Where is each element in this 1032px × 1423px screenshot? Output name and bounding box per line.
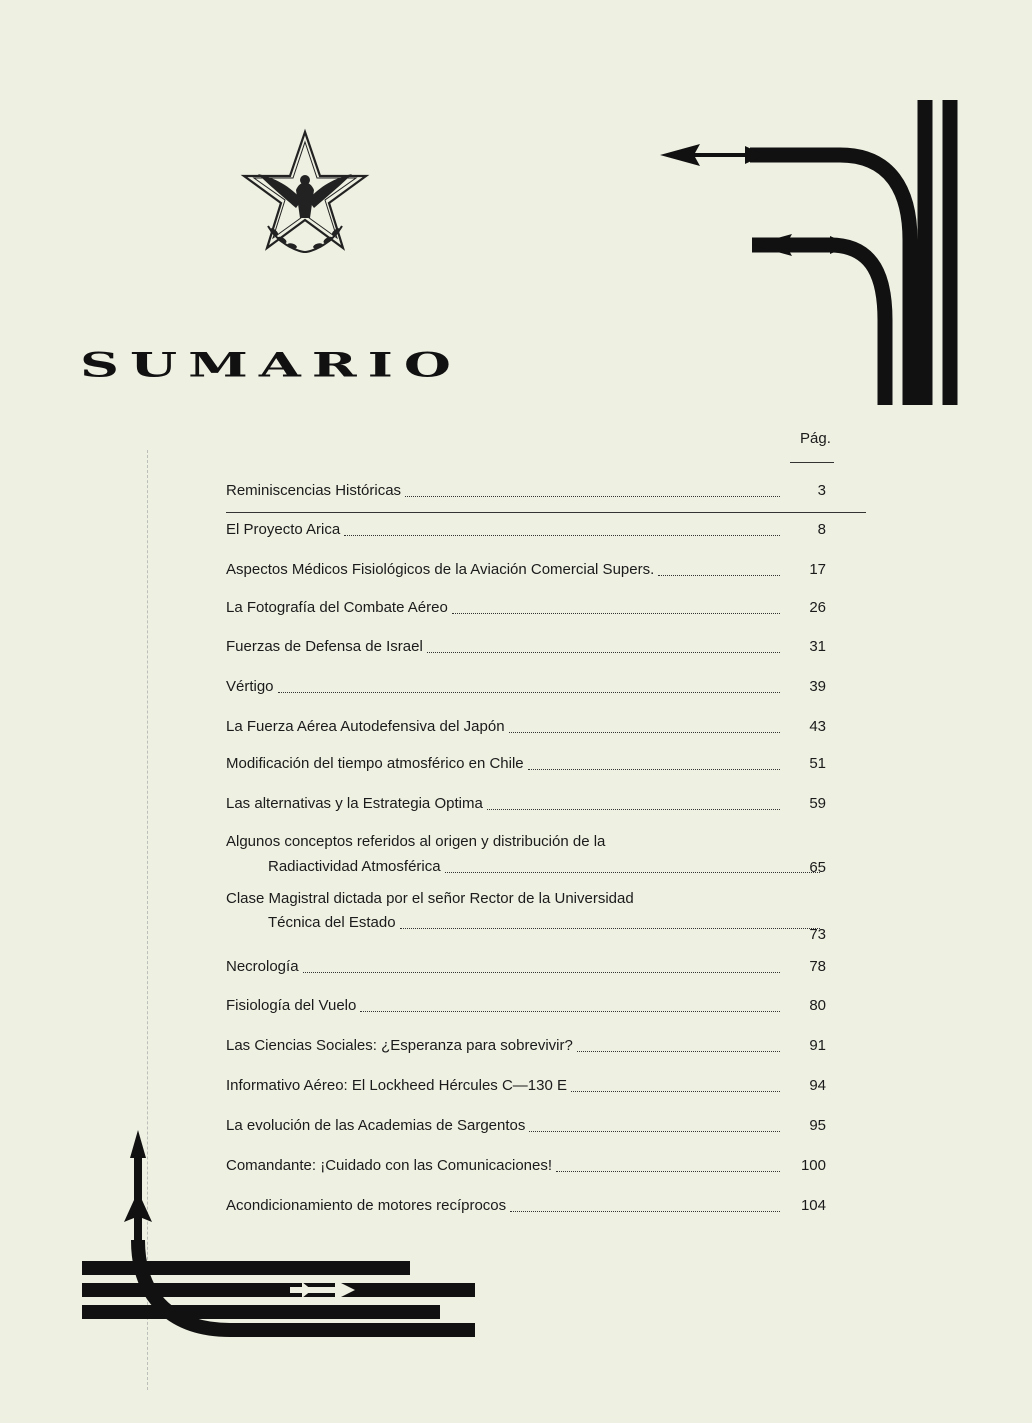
toc-entry-title: Informativo Aéreo: El Lockheed Hércules C—130 E xyxy=(226,1077,568,1094)
toc-entry-title: Clase Magistral dictada por el señor Rector de la Universidad xyxy=(226,890,634,907)
toc-entry-title: Reminiscencias Históricas xyxy=(226,482,402,499)
toc-entry-page: 8 xyxy=(817,521,826,538)
toc-dot-leader xyxy=(577,1050,780,1052)
toc-entry-page: 39 xyxy=(809,678,826,695)
toc-entry-page: 80 xyxy=(809,997,826,1014)
toc-dot-leader xyxy=(556,1170,780,1172)
toc-entry xyxy=(226,795,826,815)
toc-entry-title: La evolución de las Academias de Sargentos xyxy=(226,1117,526,1134)
toc-entry-page: 31 xyxy=(809,638,826,655)
toc-entry-title: El Proyecto Arica xyxy=(226,521,341,538)
rocket-arrows-icon xyxy=(80,1130,520,1350)
toc-dot-leader xyxy=(344,534,780,536)
toc-dot-leader xyxy=(528,768,780,770)
toc-dot-leader xyxy=(452,612,780,614)
toc-entry-page: 26 xyxy=(809,599,826,616)
toc-dot-leader xyxy=(360,1010,780,1012)
toc-dot-leader xyxy=(400,927,820,929)
toc-entry-page: 78 xyxy=(809,958,826,975)
toc-dot-leader xyxy=(303,971,780,973)
page-column-header: Pág. xyxy=(800,430,831,447)
toc-dot-leader xyxy=(405,495,780,497)
toc-entry-page: 59 xyxy=(809,795,826,812)
toc-entry-title-continued: Radiactividad Atmosférica xyxy=(268,858,441,875)
toc-entry xyxy=(226,482,826,502)
toc-entry-page: 65 xyxy=(809,859,826,876)
toc-entry-page: 94 xyxy=(809,1077,826,1094)
toc-entry xyxy=(226,678,826,698)
toc-entry xyxy=(226,521,826,541)
toc-entry-page: 104 xyxy=(800,1197,826,1214)
toc-entry-title: Aspectos Médicos Fisiológicos de la Aviación Comercial Supers. xyxy=(226,561,655,578)
toc-entry-title-continued: Técnica del Estado xyxy=(268,914,396,931)
jet-arrows-icon xyxy=(660,100,970,410)
toc-entry xyxy=(226,599,826,619)
toc-entry xyxy=(226,718,826,738)
toc-entry-page: 17 xyxy=(809,561,826,578)
toc-entry-title: Las alternativas y la Estrategia Optima xyxy=(226,795,483,812)
toc-dot-leader xyxy=(509,731,780,733)
toc-dot-leader xyxy=(427,651,780,653)
toc-entry-title: Comandante: ¡Cuidado con las Comunicaciones! xyxy=(226,1157,553,1174)
toc-dot-leader xyxy=(571,1090,780,1092)
toc-entry-title: La Fuerza Aérea Autodefensiva del Japón xyxy=(226,718,505,735)
toc-dot-leader xyxy=(445,871,820,873)
toc-entry-title: Vértigo xyxy=(226,678,274,695)
toc-entry xyxy=(226,958,826,978)
toc-entry-page: 73 xyxy=(809,926,826,943)
toc-dot-leader xyxy=(529,1130,780,1132)
toc-entry xyxy=(226,755,826,775)
toc-entry xyxy=(226,1037,826,1057)
toc-entry xyxy=(226,638,826,658)
toc-dot-leader xyxy=(278,691,780,693)
toc-entry-title: Las Ciencias Sociales: ¿Esperanza para sobrevivir? xyxy=(226,1037,573,1054)
toc-entry xyxy=(226,1077,826,1097)
toc-entry-page: 51 xyxy=(809,755,826,772)
toc-dot-leader xyxy=(658,574,780,576)
toc-dot-leader xyxy=(487,808,780,810)
toc-dot-leader xyxy=(510,1210,780,1212)
toc-entry-title: Modificación del tiempo atmosférico en Chile xyxy=(226,755,524,772)
page-title: SUMARIO xyxy=(80,345,462,385)
toc-entry-title: Fisiología del Vuelo xyxy=(226,997,357,1014)
toc-entry-page: 100 xyxy=(800,1157,826,1174)
toc-entry-title: La Fotografía del Combate Aéreo xyxy=(226,599,448,616)
star-eagle-emblem-icon xyxy=(240,128,370,263)
first-entry-underline xyxy=(226,512,866,513)
toc-entry-title: Necrología xyxy=(226,958,299,975)
toc-entry xyxy=(226,890,826,943)
toc-entry xyxy=(226,833,826,878)
toc-entry-page: 91 xyxy=(809,1037,826,1054)
toc-entry-title: Fuerzas de Defensa de Israel xyxy=(226,638,423,655)
toc-entry-title: Algunos conceptos referidos al origen y distribución de la xyxy=(226,833,606,850)
toc-entry-page: 95 xyxy=(809,1117,826,1134)
toc-entry-title: Acondicionamiento de motores recíprocos xyxy=(226,1197,507,1214)
toc-entry xyxy=(226,561,826,581)
page-column-rule xyxy=(790,462,834,463)
toc-entry xyxy=(226,997,826,1017)
toc-entry-page: 3 xyxy=(817,482,826,499)
toc-entry-page: 43 xyxy=(809,718,826,735)
